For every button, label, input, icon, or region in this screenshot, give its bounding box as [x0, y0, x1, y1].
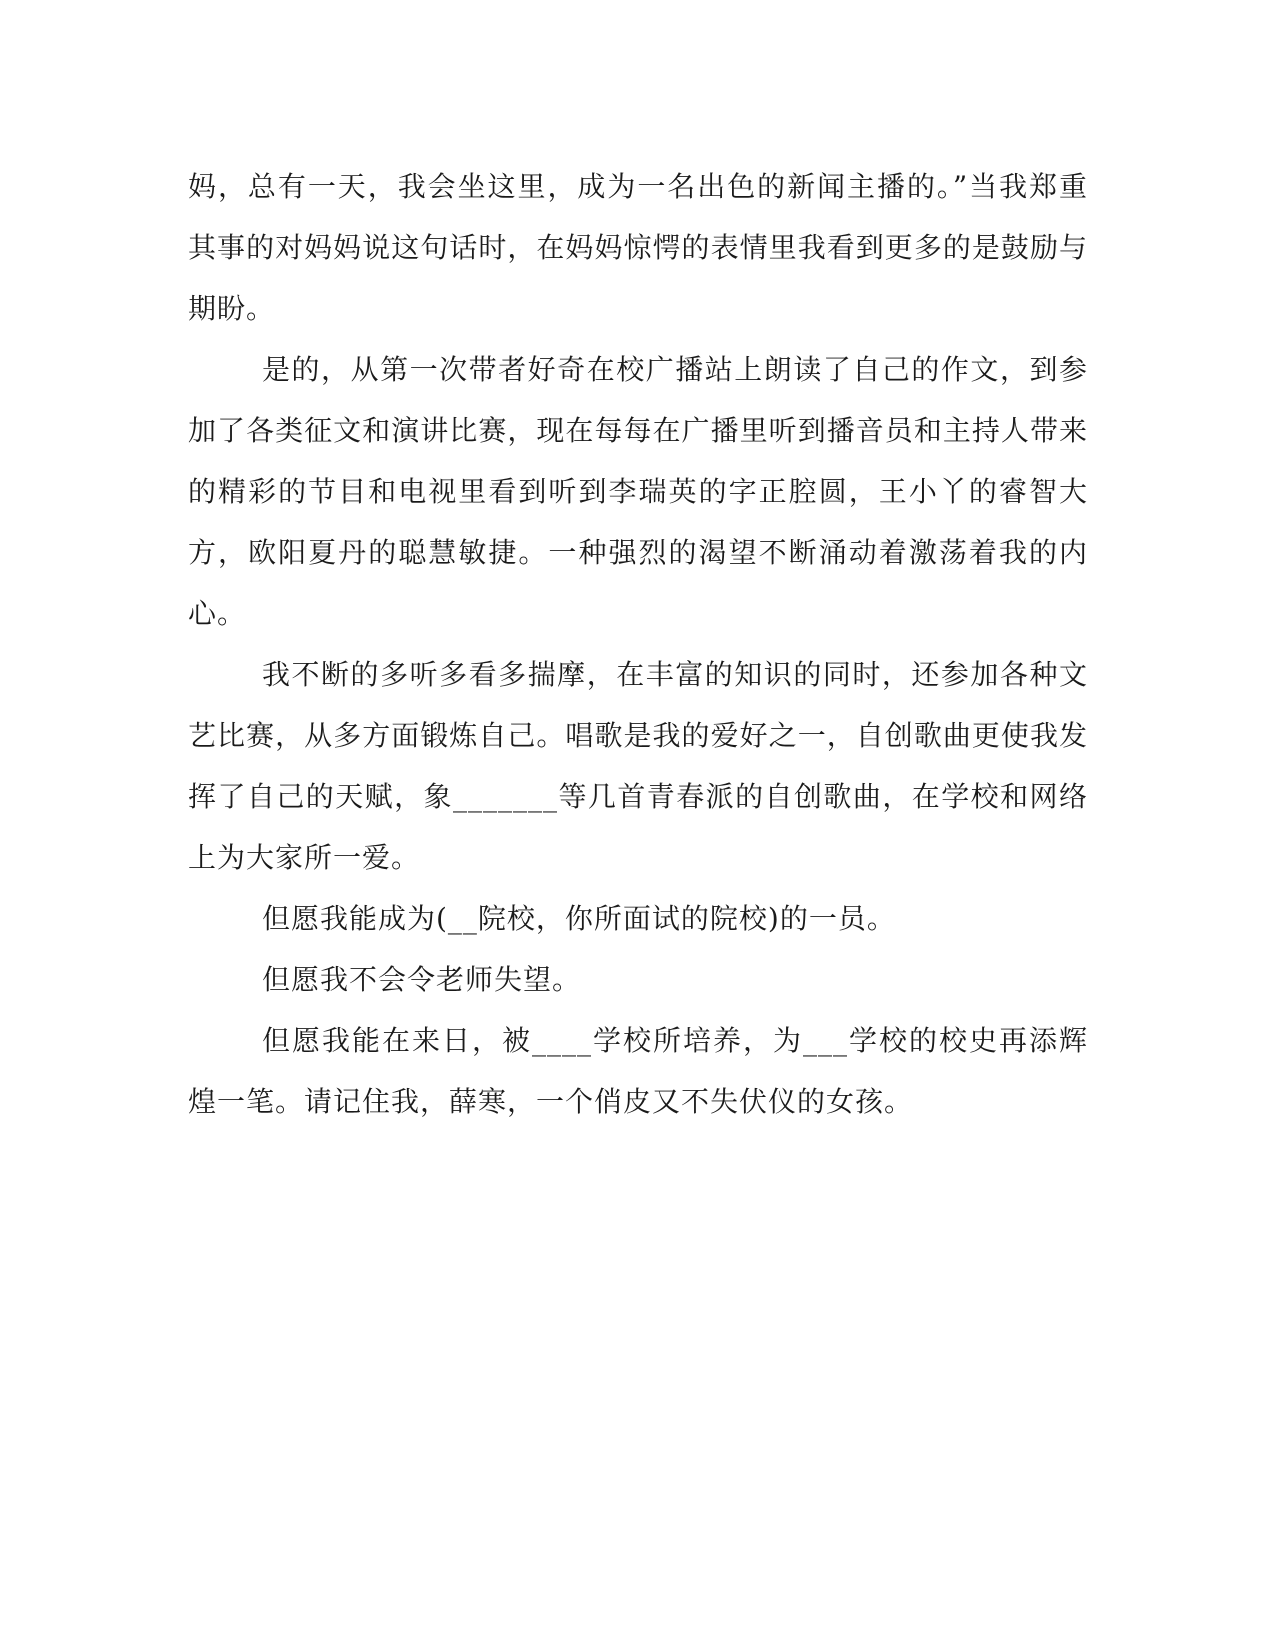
paragraph-2: 是的，从第一次带者好奇在校广播站上朗读了自己的作文，到参加了各类征文和演讲比赛，现在每每在广播里听到播音员和主持人带来的精彩的节目和电视里看到听到李瑞英的字正腔圆，王小丫的睿智大方，欧阳夏丹的聪慧敏捷。一种强烈的渴望不断涌动着激荡着我的内心。	[188, 353, 1088, 630]
paragraph-1: 妈，总有一天，我会坐这里，成为一名出色的新闻主播的。”当我郑重其事的对妈妈说这句话时，在妈妈惊愕的表情里我看到更多的是鼓励与期盼。	[188, 170, 1088, 325]
paragraph-4: 但愿我能成为(__院校，你所面试的院校)的一员。	[262, 902, 896, 935]
paragraph-6: 但愿我能在来日，被____学校所培养，为___学校的校史再添辉煌一笔。请记住我，薛寒，一个俏皮又不失伏仪的女孩。	[188, 1024, 1088, 1118]
paragraph-3: 我不断的多听多看多揣摩，在丰富的知识的同时，还参加各种文艺比赛，从多方面锻炼自己。唱歌是我的爱好之一，自创歌曲更使我发挥了自己的天赋，象_______等几首青春派的自创歌曲，在学校和网络上为大家所一爱。	[188, 658, 1088, 874]
document-body	[188, 156, 1088, 1132]
paragraph-5: 但愿我不会令老师失望。	[262, 963, 582, 996]
